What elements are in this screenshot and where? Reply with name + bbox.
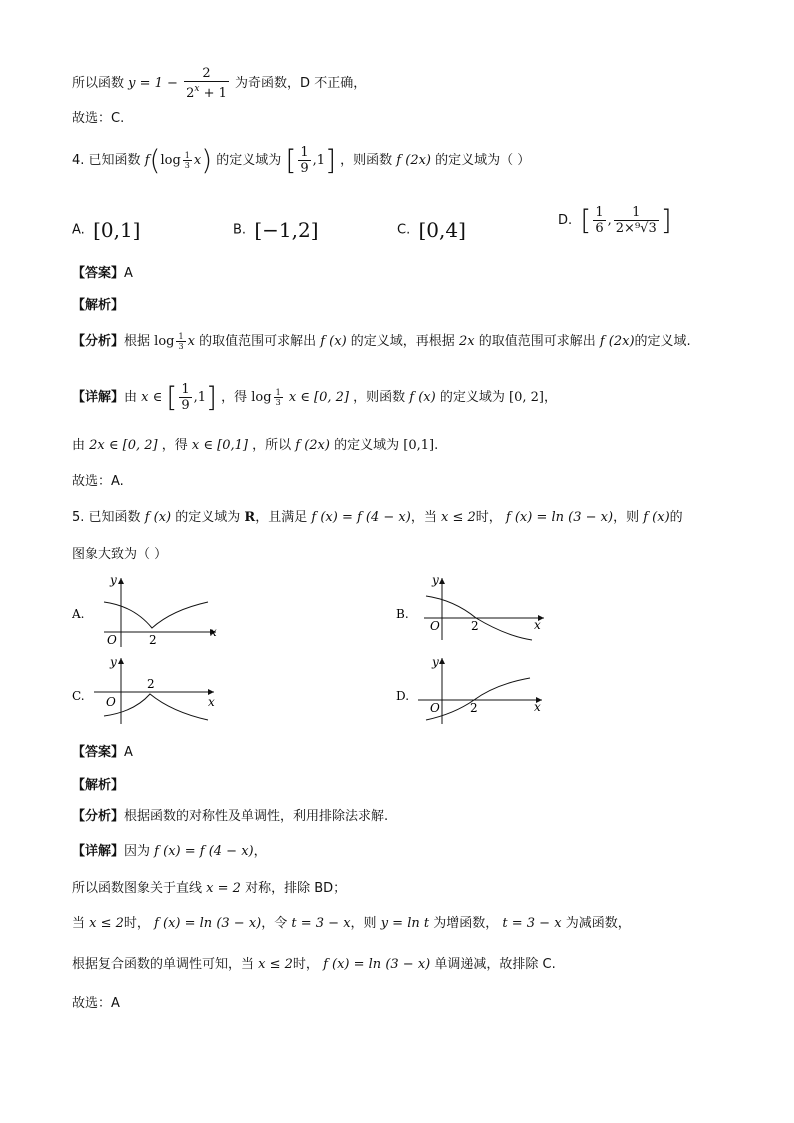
fraction: $\frac{2}{2^x + 1}$ (186, 66, 227, 101)
conclusion-line: 所以函数 y = 1 − $\frac{2}{2^x + 1}$ 为奇函数，D 不正确， (72, 66, 367, 101)
y-axis-arrow (439, 658, 445, 664)
graph-c-svg (72, 654, 232, 734)
tick-2: 2 (470, 701, 478, 715)
q5-answer: 【答案】A (72, 745, 133, 760)
x-label: x (534, 700, 541, 714)
q4-analysis-tag: 【解析】 (72, 298, 125, 313)
option-d: D. [ $\frac{1}{6}$ , $\frac{1}{\text{2×⁹√3}}$ ] (558, 203, 672, 237)
graph-d-svg (396, 654, 556, 734)
y-axis-arrow (118, 578, 124, 584)
graph-option-a (72, 572, 232, 652)
tick-2: 2 (149, 633, 157, 647)
graph-c-label: C. (72, 689, 85, 703)
graph-c-curve (104, 694, 208, 720)
q4-xiangjie: 【详解】由 x ∈ [ $\frac{1}{9}$ ,1] ，得 log $\frac{1}{3}$ x ∈ [0, 2] ，则函数 f (x) 的定义域为 [0, 2]， (72, 380, 557, 414)
q5-line4: 当 x ≤ 2时， f (x) = ln (3 − x)，令 t = 3 − x，则 y = ln t 为增函数， t = 3 − x 为减函数， (72, 916, 631, 931)
graph-d-label: D. (396, 689, 410, 703)
x-label: x (210, 625, 217, 639)
tick-2: 2 (471, 619, 479, 633)
x-label: x (534, 618, 541, 632)
question-5-stem-2: 图象大致为（ ） (72, 547, 168, 562)
q4-answer: 【答案】A (72, 266, 133, 281)
q5-line3: 所以函数图象关于直线 x = 2 对称，排除 BD； (72, 881, 347, 896)
graph-a-label: A. (72, 607, 85, 621)
q4-choose: 故选：A. (72, 474, 124, 489)
question-5-stem: 5. 已知函数 f (x) 的定义域为 R，且满足 f (x) = f (4 − x)，当 x ≤ 2时， f (x) = ln (3 − x)，则 f (x)的 (72, 510, 683, 525)
y-label: y (432, 655, 439, 669)
y-axis-arrow (439, 578, 445, 584)
option-b: B. [−1,2] (233, 218, 319, 242)
origin-label: O (106, 695, 116, 709)
graph-b-label: B. (396, 607, 409, 621)
origin-label: O (430, 701, 440, 715)
graph-b-svg (396, 572, 556, 652)
option-a: A. [0,1] (72, 218, 141, 242)
origin-label: O (107, 633, 117, 647)
y-label: y (432, 573, 439, 587)
origin-label: O (430, 619, 440, 633)
q4-xiangjie-2: 由 2x ∈ [0, 2] ，得 x ∈ [0,1] ，所以 f (2x) 的定义域为 [0,1]. (72, 438, 439, 453)
graph-option-c (72, 654, 232, 734)
q4-fenxi: 【分析】根据 log $\frac{1}{3}$ x 的取值范围可求解出 f (x) 的定义域，再根据 2x 的取值范围可求解出 f (2x)的定义域. (72, 332, 691, 351)
q5-xiangjie: 【详解】因为 f (x) = f (4 − x)， (72, 844, 267, 859)
tick-2: 2 (147, 677, 155, 691)
question-4-stem: 4. 已知函数 f(log $\frac{1}{3}$ x) 的定义域为 [ $\frac{1}{9}$ ,1] ，则函数 f (2x) 的定义域为（ ） (72, 143, 531, 177)
q5-analysis-tag: 【解析】 (72, 778, 125, 793)
q5-fenxi: 【分析】根据函数的对称性及单调性，利用排除法求解. (72, 809, 389, 824)
q5-choose: 故选：A (72, 996, 120, 1011)
graph-option-b (396, 572, 556, 652)
y-label: y (110, 655, 117, 669)
q5-line5: 根据复合函数的单调性可知，当 x ≤ 2时， f (x) = ln (3 − x) 单调递减，故排除 C. (72, 957, 556, 972)
graph-option-d (396, 654, 556, 734)
y-axis-arrow (118, 658, 124, 664)
option-c: C. [0,4] (397, 218, 466, 242)
graph-a-svg (72, 572, 232, 652)
y-label: y (110, 573, 117, 587)
x-label: x (208, 695, 215, 709)
graph-a-curve (104, 602, 208, 628)
choose-line: 故选：C. (72, 111, 125, 126)
